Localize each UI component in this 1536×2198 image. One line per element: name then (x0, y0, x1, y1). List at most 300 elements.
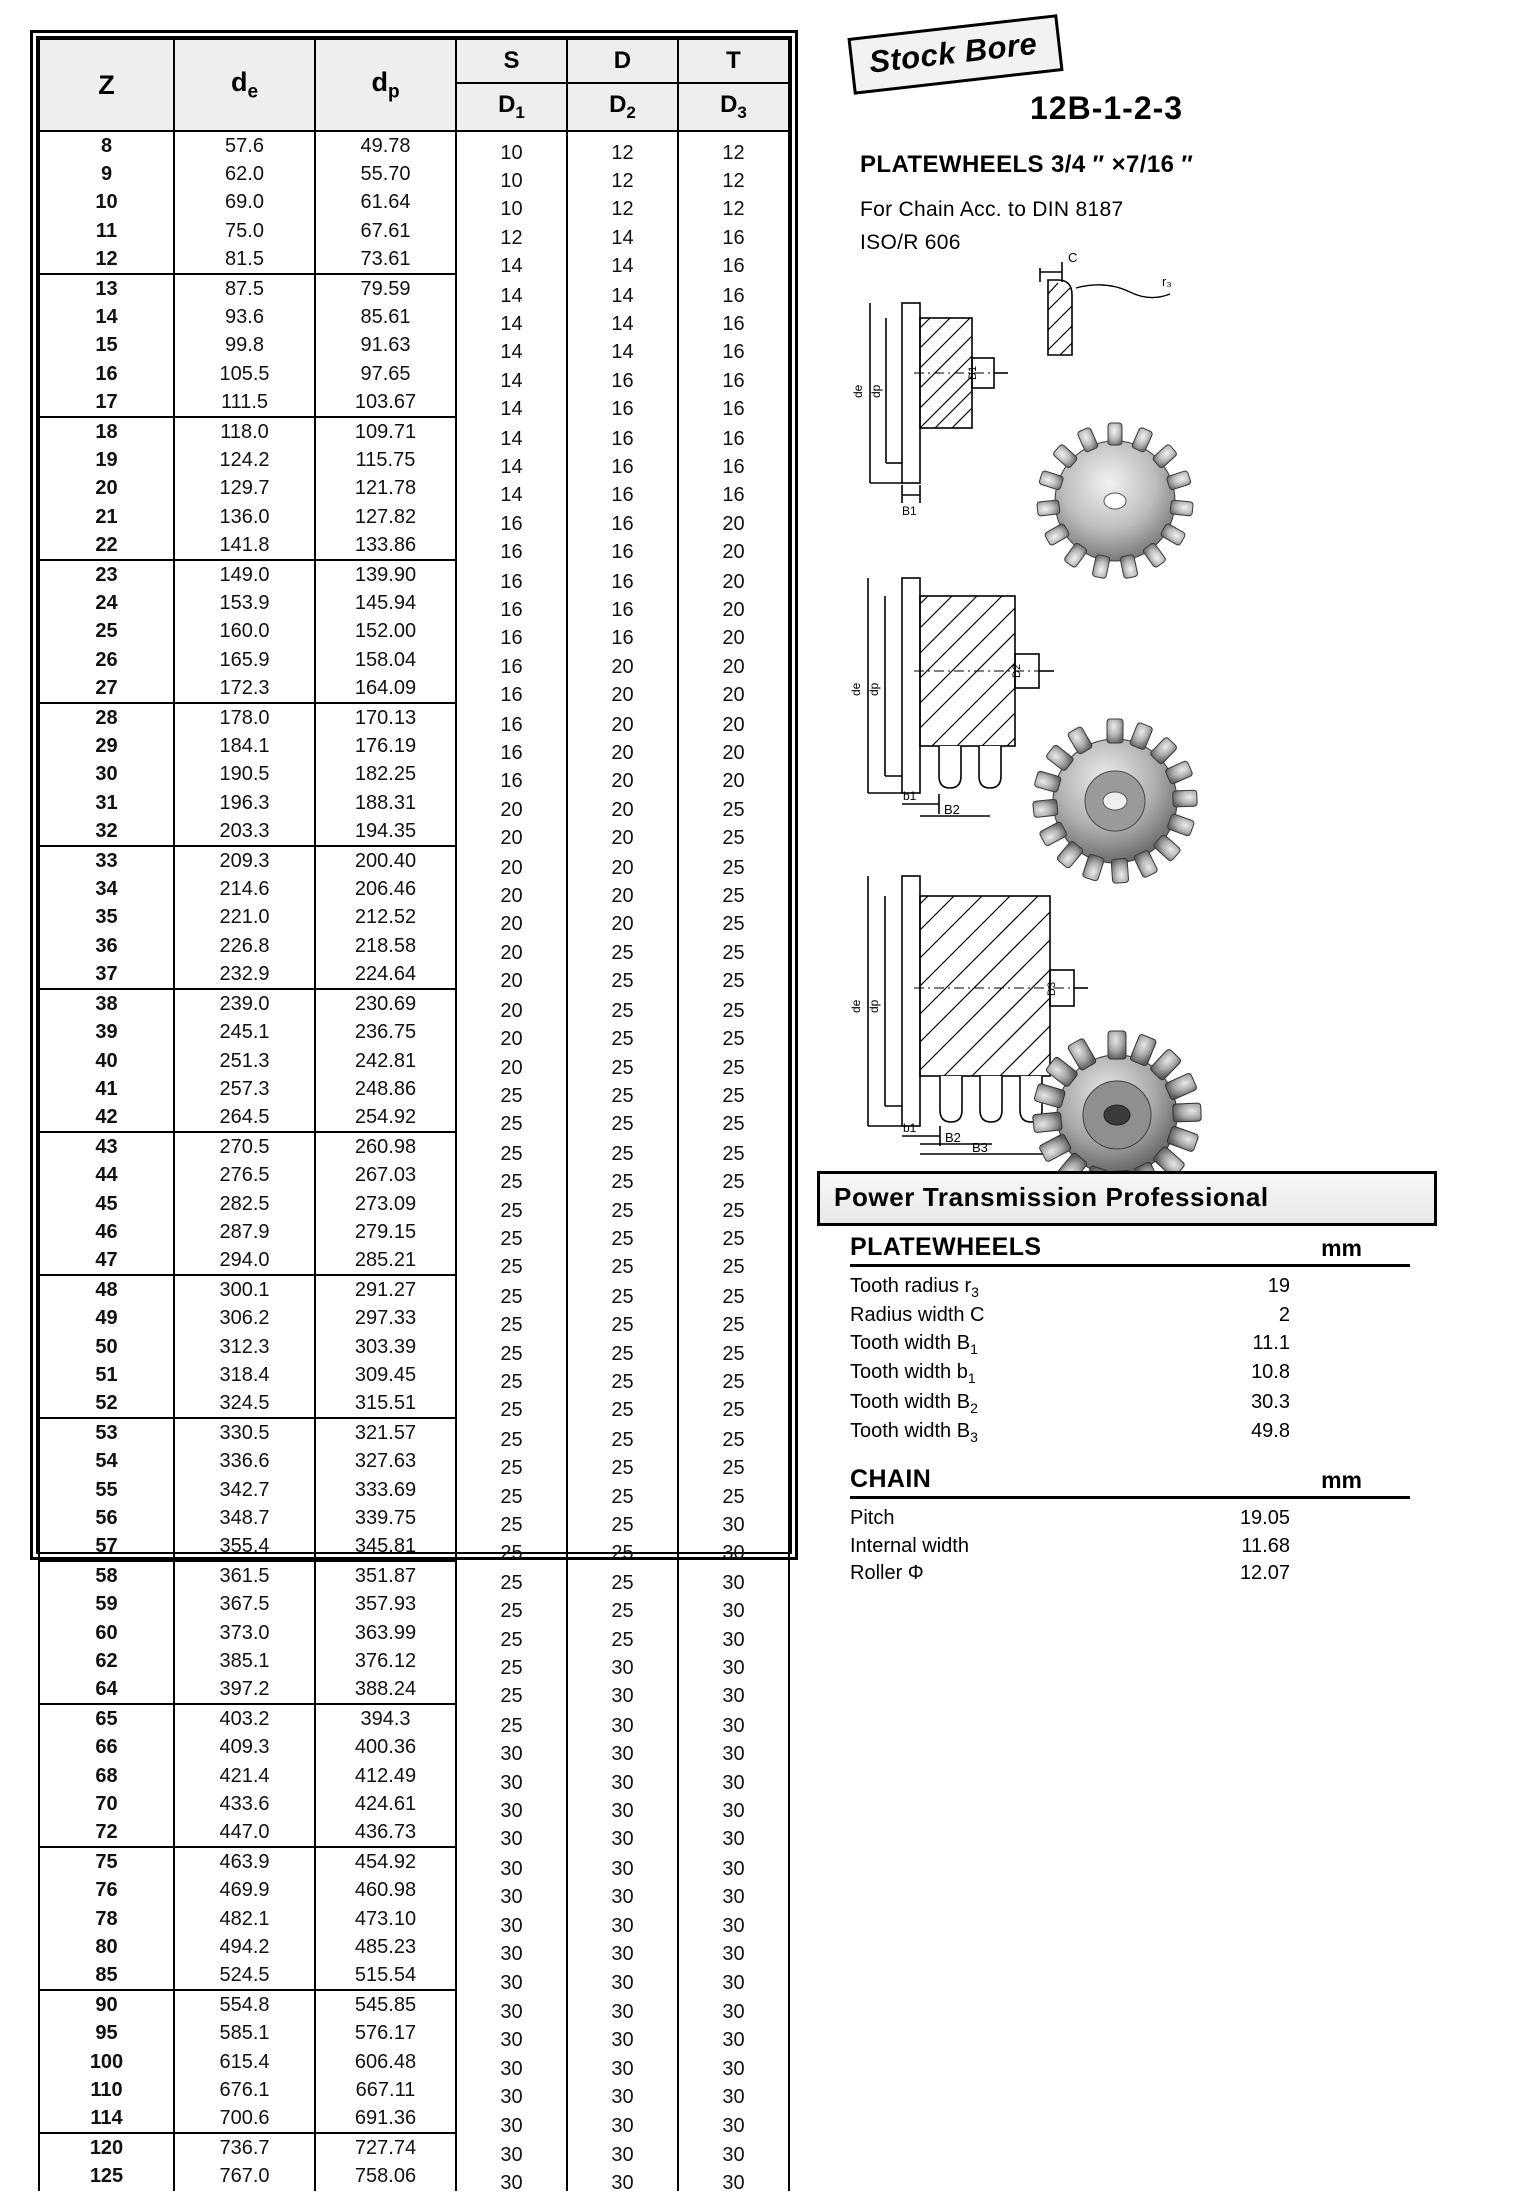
chain-standard-din: For Chain Acc. to DIN 8187 (860, 198, 1124, 221)
cell-d2: 30 (567, 2055, 678, 2083)
cell-z: 54 (39, 1447, 174, 1475)
cell-d1: 30 (456, 1912, 567, 1940)
cell-d2: 25 (567, 1396, 678, 1425)
spec-row (850, 1302, 1410, 1330)
cell-d2: 20 (567, 710, 678, 739)
cell-d2: 25 (567, 1110, 678, 1139)
cell-d1: 25 (456, 1425, 567, 1454)
cell-d3: 30 (678, 2169, 789, 2197)
cell-d2: 25 (567, 1626, 678, 1654)
col-header-dp: $d_p$ (315, 39, 456, 131)
cell-z: 33 (39, 846, 174, 875)
cell-dp: 315.51 (315, 1389, 456, 1418)
cell-de: 318.4 (174, 1361, 315, 1389)
cell-d2: 25 (567, 1282, 678, 1311)
cell-dp: 394.3 (315, 1704, 456, 1733)
cell-d3: 30 (678, 1912, 789, 1940)
col-header-d3-subscript: 3 (737, 102, 747, 122)
spec-label-subscript: 2 (970, 1399, 978, 1416)
spec-value: 30.3 (1251, 1390, 1290, 1413)
cell-d3: 25 (678, 1340, 789, 1368)
cell-d1: 14 (456, 395, 567, 424)
cell-d2: 25 (567, 939, 678, 967)
cell-d2: 16 (567, 596, 678, 624)
spec-label-subscript: 3 (970, 1428, 978, 1445)
cell-d3: 12 (678, 138, 789, 167)
cell-d2: 20 (567, 910, 678, 938)
cell-d1: 25 (456, 1282, 567, 1311)
spec-label: Radius width C (850, 1304, 985, 1327)
dim-label-dp-triplex: dp (867, 999, 881, 1013)
cell-d3: 25 (678, 1425, 789, 1454)
cell-d3: 30 (678, 1797, 789, 1825)
cell-d2: 30 (567, 1711, 678, 1740)
chain-spec-block (850, 1465, 1410, 1588)
cell-z: 56 (39, 1504, 174, 1532)
cell-z: 44 (39, 1161, 174, 1189)
cell-dp: 424.61 (315, 1790, 456, 1818)
cell-d1: 20 (456, 882, 567, 910)
cell-d2: 25 (567, 1454, 678, 1482)
col-group-header-t: T (678, 39, 789, 83)
cell-de: 118.0 (174, 417, 315, 446)
cell-d1: 25 (456, 1597, 567, 1625)
cell-d3: 30 (678, 1883, 789, 1911)
cell-de: 99.8 (174, 331, 315, 359)
dim-label-r3: r₃ (1162, 274, 1172, 289)
cell-d2: 16 (567, 367, 678, 395)
cell-d1: 14 (456, 481, 567, 509)
cell-de: 433.6 (174, 1790, 315, 1818)
cell-dp: 206.46 (315, 875, 456, 903)
cell-d2: 20 (567, 853, 678, 882)
cell-z: 32 (39, 817, 174, 846)
cell-d1: 25 (456, 1682, 567, 1711)
cell-z: 26 (39, 646, 174, 674)
dim-label-de-triplex: de (849, 999, 863, 1013)
cell-dp: 254.92 (315, 1103, 456, 1132)
cell-d2: 30 (567, 1912, 678, 1940)
cell-d3: 30 (678, 1626, 789, 1654)
cell-z: 25 (39, 617, 174, 645)
cell-d1: 16 (456, 538, 567, 567)
cell-de: 736.7 (174, 2133, 315, 2162)
cell-d3: 25 (678, 1110, 789, 1139)
cell-d1: 20 (456, 1025, 567, 1053)
cell-d1: 25 (456, 1539, 567, 1568)
spec-label: Tooth width $b_1$ (850, 1361, 976, 1387)
cell-d3: 30 (678, 1854, 789, 1883)
cell-z: 72 (39, 1818, 174, 1847)
cell-de: 245.1 (174, 1018, 315, 1046)
cell-d3: 20 (678, 767, 789, 795)
cell-d3: 30 (678, 2111, 789, 2140)
dim-label-dp-duplex: dp (867, 682, 881, 696)
cell-de: 336.6 (174, 1447, 315, 1475)
cell-z: 75 (39, 1847, 174, 1876)
cell-dp: 345.81 (315, 1532, 456, 1561)
cell-d1: 10 (456, 195, 567, 223)
cell-d3: 30 (678, 1654, 789, 1682)
cell-d3: 12 (678, 167, 789, 195)
cell-z: 15 (39, 331, 174, 359)
cell-de: 184.1 (174, 732, 315, 760)
col-group-header-d: D (567, 39, 678, 83)
cell-d2: 16 (567, 510, 678, 538)
cell-de: 160.0 (174, 617, 315, 645)
cell-de: 270.5 (174, 1132, 315, 1161)
cell-dp: 327.63 (315, 1447, 456, 1475)
spec-value: 19 (1267, 1275, 1290, 1297)
cell-z: 110 (39, 2076, 174, 2104)
col-header-d1: $D_1$ (456, 83, 567, 131)
cell-dp: 291.27 (315, 1275, 456, 1304)
cell-d2: 30 (567, 1854, 678, 1883)
cell-dp: 152.00 (315, 617, 456, 645)
cell-z: 29 (39, 732, 174, 760)
cell-d3: 30 (678, 1568, 789, 1597)
cell-d3: 16 (678, 395, 789, 424)
drawing-tooth-profile-detail (1010, 250, 1210, 380)
cell-d2: 14 (567, 310, 678, 338)
platewheels-spec-block (850, 1233, 1410, 1447)
cell-de: 209.3 (174, 846, 315, 875)
cell-z: 11 (39, 217, 174, 245)
cell-d1: 25 (456, 1483, 567, 1511)
cell-d3: 20 (678, 596, 789, 624)
cell-d2: 25 (567, 1253, 678, 1282)
cell-d3: 20 (678, 681, 789, 710)
cell-z: 27 (39, 674, 174, 703)
cell-de: 287.9 (174, 1218, 315, 1246)
model-code-title: 12B-1-2-3 (1030, 90, 1184, 126)
cell-d2: 16 (567, 424, 678, 453)
cell-d3: 30 (678, 1940, 789, 1968)
cell-d3: 16 (678, 224, 789, 252)
cell-dp: 145.94 (315, 589, 456, 617)
cell-dp: 103.67 (315, 388, 456, 417)
cell-de: 93.6 (174, 303, 315, 331)
cell-de: 676.1 (174, 2076, 315, 2104)
cell-d1: 25 (456, 1711, 567, 1740)
cell-d1: 30 (456, 1825, 567, 1854)
cell-de: 355.4 (174, 1532, 315, 1561)
cell-d3: 20 (678, 739, 789, 767)
spec-row (850, 1273, 1410, 1302)
cell-d3: 25 (678, 1282, 789, 1311)
cell-z: 58 (39, 1561, 174, 1590)
cell-de: 482.1 (174, 1905, 315, 1933)
cell-d2: 30 (567, 2026, 678, 2054)
cell-de: 81.5 (174, 245, 315, 274)
cell-d1: 25 (456, 1110, 567, 1139)
cell-dp: 55.70 (315, 160, 456, 188)
cell-d2: 20 (567, 681, 678, 710)
spec-label-subscript: 1 (970, 1340, 978, 1357)
cell-de: 178.0 (174, 703, 315, 732)
cell-de: 409.3 (174, 1733, 315, 1761)
dim-label-c: C (1068, 250, 1078, 265)
cell-d2: 16 (567, 567, 678, 596)
col-header-d3: $D_3$ (678, 83, 789, 131)
spec-row (850, 1505, 1410, 1533)
cell-dp: 267.03 (315, 1161, 456, 1189)
cell-d2: 25 (567, 1568, 678, 1597)
cell-d1: 30 (456, 1769, 567, 1797)
cell-d3: 25 (678, 910, 789, 938)
dim-label-dp: dp (869, 384, 883, 398)
cell-d1: 14 (456, 281, 567, 310)
spec-value: 2 (1278, 1304, 1290, 1327)
spec-label: Tooth width $B_3$ (850, 1419, 978, 1445)
cell-d2: 30 (567, 2083, 678, 2111)
cell-dp: 357.93 (315, 1590, 456, 1618)
cell-dp: 321.57 (315, 1418, 456, 1447)
cell-de: 111.5 (174, 388, 315, 417)
dim-label-de: de (851, 384, 865, 398)
cell-dp: 49.78 (315, 131, 456, 160)
cell-d2: 12 (567, 138, 678, 167)
cell-z: 52 (39, 1389, 174, 1418)
cell-d1: 16 (456, 624, 567, 652)
cell-d3: 25 (678, 967, 789, 996)
cell-z: 78 (39, 1905, 174, 1933)
cell-d2: 12 (567, 195, 678, 223)
cell-dp: 333.69 (315, 1476, 456, 1504)
cell-d1: 25 (456, 1626, 567, 1654)
cell-de: 203.3 (174, 817, 315, 846)
cell-d2: 25 (567, 1340, 678, 1368)
cell-d3: 25 (678, 1253, 789, 1282)
cell-z: 68 (39, 1762, 174, 1790)
cell-d2: 25 (567, 1025, 678, 1053)
cell-z: 34 (39, 875, 174, 903)
cell-d1: 14 (456, 338, 567, 366)
cell-d3: 25 (678, 1225, 789, 1253)
cell-z: 48 (39, 1275, 174, 1304)
cell-d2: 25 (567, 1054, 678, 1082)
cell-d2: 30 (567, 1997, 678, 2026)
cell-dp: 606.48 (315, 2048, 456, 2076)
cell-de: 226.8 (174, 932, 315, 960)
cell-z: 120 (39, 2133, 174, 2162)
cell-d1: 14 (456, 424, 567, 453)
table-header-row-top (39, 39, 789, 83)
cell-d3: 25 (678, 1396, 789, 1425)
cell-z: 30 (39, 760, 174, 788)
dimension-table (38, 38, 790, 2195)
cell-dp: 164.09 (315, 674, 456, 703)
cell-z: 20 (39, 474, 174, 502)
cell-z: 39 (39, 1018, 174, 1046)
cell-d3: 30 (678, 1682, 789, 1711)
dim-label-b1-duplex: b1 (903, 789, 917, 803)
cell-d3: 20 (678, 567, 789, 596)
chain-spec-rows (850, 1505, 1410, 1588)
dim-label-d1: D1 (967, 365, 979, 380)
cell-d3: 25 (678, 796, 789, 824)
cell-d2: 14 (567, 281, 678, 310)
cell-z: 17 (39, 388, 174, 417)
cell-d1: 25 (456, 1340, 567, 1368)
cell-de: 403.2 (174, 1704, 315, 1733)
cell-d2: 20 (567, 882, 678, 910)
col-header-d2: $D_2$ (567, 83, 678, 131)
cell-d1: 16 (456, 681, 567, 710)
spec-value: 49.8 (1251, 1419, 1290, 1442)
cell-dp: 224.64 (315, 960, 456, 989)
spec-row (850, 1330, 1410, 1359)
cell-z: 60 (39, 1619, 174, 1647)
cell-de: 524.5 (174, 1961, 315, 1990)
cell-d1: 16 (456, 653, 567, 681)
cell-d1: 16 (456, 596, 567, 624)
cell-de: 367.5 (174, 1590, 315, 1618)
platewheels-spec-title-row (850, 1233, 1410, 1267)
cell-d2: 16 (567, 624, 678, 652)
cell-dp: 285.21 (315, 1246, 456, 1275)
cell-dp: 436.73 (315, 1818, 456, 1847)
right-panel (820, 18, 1510, 1585)
cell-d3: 20 (678, 710, 789, 739)
cell-d2: 25 (567, 1197, 678, 1225)
cell-de: 214.6 (174, 875, 315, 903)
dim-label-d3: D3 (1046, 981, 1058, 996)
dim-label-b3: B3 (972, 1140, 988, 1155)
cell-de: 276.5 (174, 1161, 315, 1189)
cell-z: 50 (39, 1333, 174, 1361)
cell-z: 66 (39, 1733, 174, 1761)
cell-d1: 20 (456, 853, 567, 882)
col-header-dp-subscript: p (387, 81, 400, 103)
cell-z: 36 (39, 932, 174, 960)
col-header-de-subscript: e (247, 81, 259, 103)
cell-d2: 16 (567, 538, 678, 567)
cell-d3: 25 (678, 1368, 789, 1396)
cell-dp: 158.04 (315, 646, 456, 674)
cell-d2: 25 (567, 1539, 678, 1568)
cell-dp: 473.10 (315, 1905, 456, 1933)
cell-dp: 351.87 (315, 1561, 456, 1590)
cell-d2: 20 (567, 653, 678, 681)
cell-de: 165.9 (174, 646, 315, 674)
cell-dp: 279.15 (315, 1218, 456, 1246)
cell-d2: 25 (567, 1368, 678, 1396)
cell-z: 22 (39, 531, 174, 560)
cell-de: 300.1 (174, 1275, 315, 1304)
cell-z: 70 (39, 1790, 174, 1818)
spec-row (850, 1533, 1410, 1561)
spec-row (850, 1560, 1410, 1588)
cell-dp: 303.39 (315, 1333, 456, 1361)
cell-z: 114 (39, 2104, 174, 2133)
cell-de: 469.9 (174, 1876, 315, 1904)
cell-d1: 16 (456, 510, 567, 538)
cell-z: 65 (39, 1704, 174, 1733)
cell-d2: 30 (567, 2111, 678, 2140)
cell-z: 80 (39, 1933, 174, 1961)
cell-d1: 14 (456, 252, 567, 281)
cell-d1: 30 (456, 1883, 567, 1911)
cell-d1: 12 (456, 224, 567, 252)
cell-de: 330.5 (174, 1418, 315, 1447)
cell-d1: 25 (456, 1197, 567, 1225)
cell-z: 53 (39, 1418, 174, 1447)
cell-z: 59 (39, 1590, 174, 1618)
cell-dp: 758.06 (315, 2162, 456, 2190)
spec-label: Tooth radius $r_3$ (850, 1275, 979, 1300)
platewheels-spec-rows (850, 1273, 1410, 1447)
cell-d1: 30 (456, 1740, 567, 1768)
cell-d1: 25 (456, 1225, 567, 1253)
cell-d1: 30 (456, 2083, 567, 2111)
cell-z: 14 (39, 303, 174, 331)
cell-de: 57.6 (174, 131, 315, 160)
cell-de: 342.7 (174, 1476, 315, 1504)
cell-d3: 25 (678, 1139, 789, 1168)
cell-d1: 25 (456, 1368, 567, 1396)
cell-dp: 121.78 (315, 474, 456, 502)
cell-d1: 20 (456, 996, 567, 1025)
cell-de: 62.0 (174, 160, 315, 188)
col-header-z: Z (39, 39, 174, 131)
cell-d3: 25 (678, 1454, 789, 1482)
cell-z: 64 (39, 1675, 174, 1704)
cell-z: 40 (39, 1047, 174, 1075)
cell-d3: 30 (678, 1997, 789, 2026)
cell-dp: 182.25 (315, 760, 456, 788)
cell-dp: 97.65 (315, 360, 456, 388)
cell-de: 69.0 (174, 188, 315, 216)
cell-d1: 16 (456, 767, 567, 795)
cell-d2: 20 (567, 824, 678, 853)
cell-de: 221.0 (174, 903, 315, 931)
cell-d2: 25 (567, 1139, 678, 1168)
cell-z: 55 (39, 1476, 174, 1504)
cell-de: 149.0 (174, 560, 315, 589)
cell-d2: 16 (567, 481, 678, 509)
cell-de: 75.0 (174, 217, 315, 245)
cell-de: 87.5 (174, 274, 315, 303)
cell-de: 136.0 (174, 503, 315, 531)
cell-de: 312.3 (174, 1333, 315, 1361)
cell-d1: 25 (456, 1139, 567, 1168)
cell-dp: 139.90 (315, 560, 456, 589)
cell-de: 348.7 (174, 1504, 315, 1532)
spec-row (850, 1389, 1410, 1418)
table-row (39, 131, 789, 160)
cell-d3: 25 (678, 1483, 789, 1511)
cell-dp: 485.23 (315, 1933, 456, 1961)
cell-z: 12 (39, 245, 174, 274)
chain-spec-title: CHAIN (850, 1465, 932, 1494)
cell-z: 62 (39, 1647, 174, 1675)
cell-d2: 30 (567, 1797, 678, 1825)
cell-de: 232.9 (174, 960, 315, 989)
cell-dp: 388.24 (315, 1675, 456, 1704)
cell-dp: 545.85 (315, 1990, 456, 2019)
cell-de: 494.2 (174, 1933, 315, 1961)
cell-d1: 25 (456, 1311, 567, 1339)
cell-dp: 61.64 (315, 188, 456, 216)
cell-d3: 30 (678, 2026, 789, 2054)
cell-de: 361.5 (174, 1561, 315, 1590)
cell-de: 767.0 (174, 2162, 315, 2190)
cell-z: 23 (39, 560, 174, 589)
cell-d3: 16 (678, 281, 789, 310)
cell-d3: 25 (678, 1197, 789, 1225)
cell-d3: 25 (678, 1054, 789, 1082)
